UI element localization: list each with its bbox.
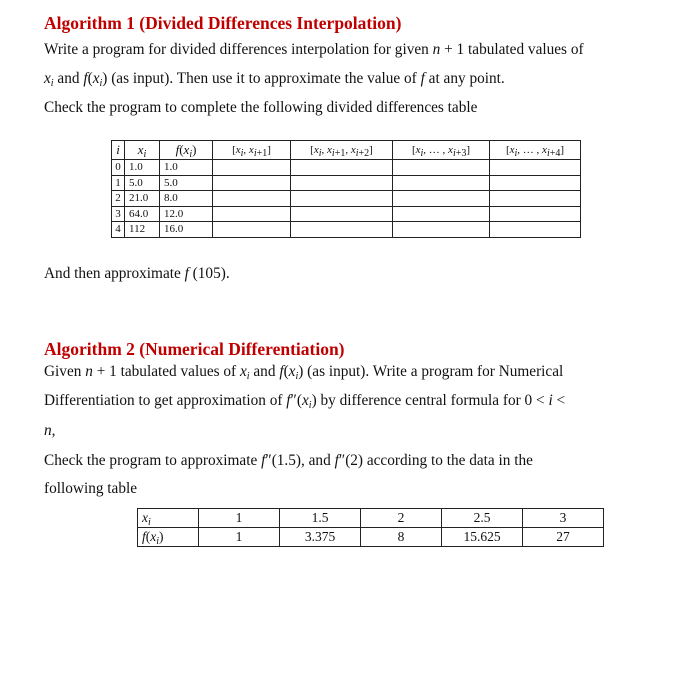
table-row-f	[138, 528, 604, 547]
cell-i: 4	[112, 222, 125, 238]
cell-empty[interactable]	[291, 191, 393, 207]
table-row	[112, 222, 581, 238]
table-row	[112, 191, 581, 207]
cell-empty[interactable]	[291, 206, 393, 222]
cell-empty[interactable]	[490, 206, 581, 222]
cell-x: 1.5	[280, 509, 361, 528]
cell-empty[interactable]	[393, 175, 490, 191]
cell-empty[interactable]	[291, 222, 393, 238]
cell-x: 64.0	[125, 206, 160, 222]
cell-f: 1.0	[160, 160, 213, 176]
label-xi: $x_i$	[138, 509, 199, 528]
algorithm-1-line-2: $x_i$ and $f(x_i)$ (as input). Then use it to approximate the value of f at any point.	[44, 70, 505, 89]
cell-f: 8.0	[160, 191, 213, 207]
cell-empty[interactable]	[213, 191, 291, 207]
cell-i: 1	[112, 175, 125, 191]
algorithm-1-line-3: Check the program to complete the following divided differences table	[44, 99, 478, 116]
header-dd2: [$x_i$, $x_{i+1}$, $x_{i+2}$]	[291, 141, 393, 160]
cell-i: 3	[112, 206, 125, 222]
cell-x: 2	[361, 509, 442, 528]
divided-differences-table	[111, 140, 581, 238]
cell-empty[interactable]	[490, 175, 581, 191]
cell-f: 15.625	[442, 528, 523, 547]
header-dd1: [$x_i$, $x_{i+1}$]	[213, 141, 291, 160]
header-xi: $x_i$	[125, 141, 160, 160]
cell-empty[interactable]	[213, 222, 291, 238]
cell-empty[interactable]	[291, 175, 393, 191]
algorithm-2-line-3: n,	[44, 422, 56, 439]
label-fxi: $f(x_i)$	[138, 528, 199, 547]
cell-x: 3	[523, 509, 604, 528]
cell-f: 16.0	[160, 222, 213, 238]
cell-empty[interactable]	[213, 175, 291, 191]
algorithm-1-line-1: Write a program for divided differences interpolation for given n + 1 tabulated values of	[44, 41, 584, 58]
cell-x: 5.0	[125, 175, 160, 191]
numerical-differentiation-table	[137, 508, 604, 547]
algorithm-2-title: Algorithm 2 (Numerical Differentiation)	[44, 339, 345, 359]
header-fxi: $f(x_i)$	[160, 141, 213, 160]
cell-i: 2	[112, 191, 125, 207]
cell-empty[interactable]	[393, 206, 490, 222]
header-dd4: [$x_i$, … , $x_{i+4}$]	[490, 141, 581, 160]
cell-empty[interactable]	[393, 160, 490, 176]
cell-empty[interactable]	[213, 206, 291, 222]
cell-empty[interactable]	[291, 160, 393, 176]
cell-x: 21.0	[125, 191, 160, 207]
table-row	[112, 175, 581, 191]
cell-f: 5.0	[160, 175, 213, 191]
table-header-row	[112, 141, 581, 160]
approximate-instruction: And then approximate f (105).	[44, 265, 230, 282]
header-i: i	[112, 141, 125, 160]
algorithm-2-line-2: Differentiation to get approximation of $f''(x_i)$ by difference central formula for 0 < i <	[44, 392, 566, 411]
algorithm-2-line-1: Given n + 1 tabulated values of $x_i$ and $f(x_i)$ (as input). Write a program for Numerical	[44, 363, 564, 382]
cell-f: 12.0	[160, 206, 213, 222]
cell-empty[interactable]	[393, 191, 490, 207]
algorithm-1-title: Algorithm 1 (Divided Differences Interpolation)	[44, 13, 402, 33]
cell-x: 112	[125, 222, 160, 238]
cell-empty[interactable]	[490, 222, 581, 238]
cell-f: 27	[523, 528, 604, 547]
table-row-x	[138, 509, 604, 528]
cell-f: 8	[361, 528, 442, 547]
cell-f: 3.375	[280, 528, 361, 547]
header-dd3: [$x_i$, … , $x_{i+3}$]	[393, 141, 490, 160]
cell-empty[interactable]	[393, 222, 490, 238]
cell-x: 1.0	[125, 160, 160, 176]
cell-empty[interactable]	[490, 160, 581, 176]
table-row	[112, 206, 581, 222]
cell-empty[interactable]	[490, 191, 581, 207]
algorithm-2-line-4: Check the program to approximate f″(1.5), and f″(2) according to the data in the	[44, 452, 533, 469]
cell-i: 0	[112, 160, 125, 176]
cell-empty[interactable]	[213, 160, 291, 176]
algorithm-2-line-5: following table	[44, 480, 138, 497]
cell-x: 1	[199, 509, 280, 528]
table-row	[112, 160, 581, 176]
cell-f: 1	[199, 528, 280, 547]
cell-x: 2.5	[442, 509, 523, 528]
